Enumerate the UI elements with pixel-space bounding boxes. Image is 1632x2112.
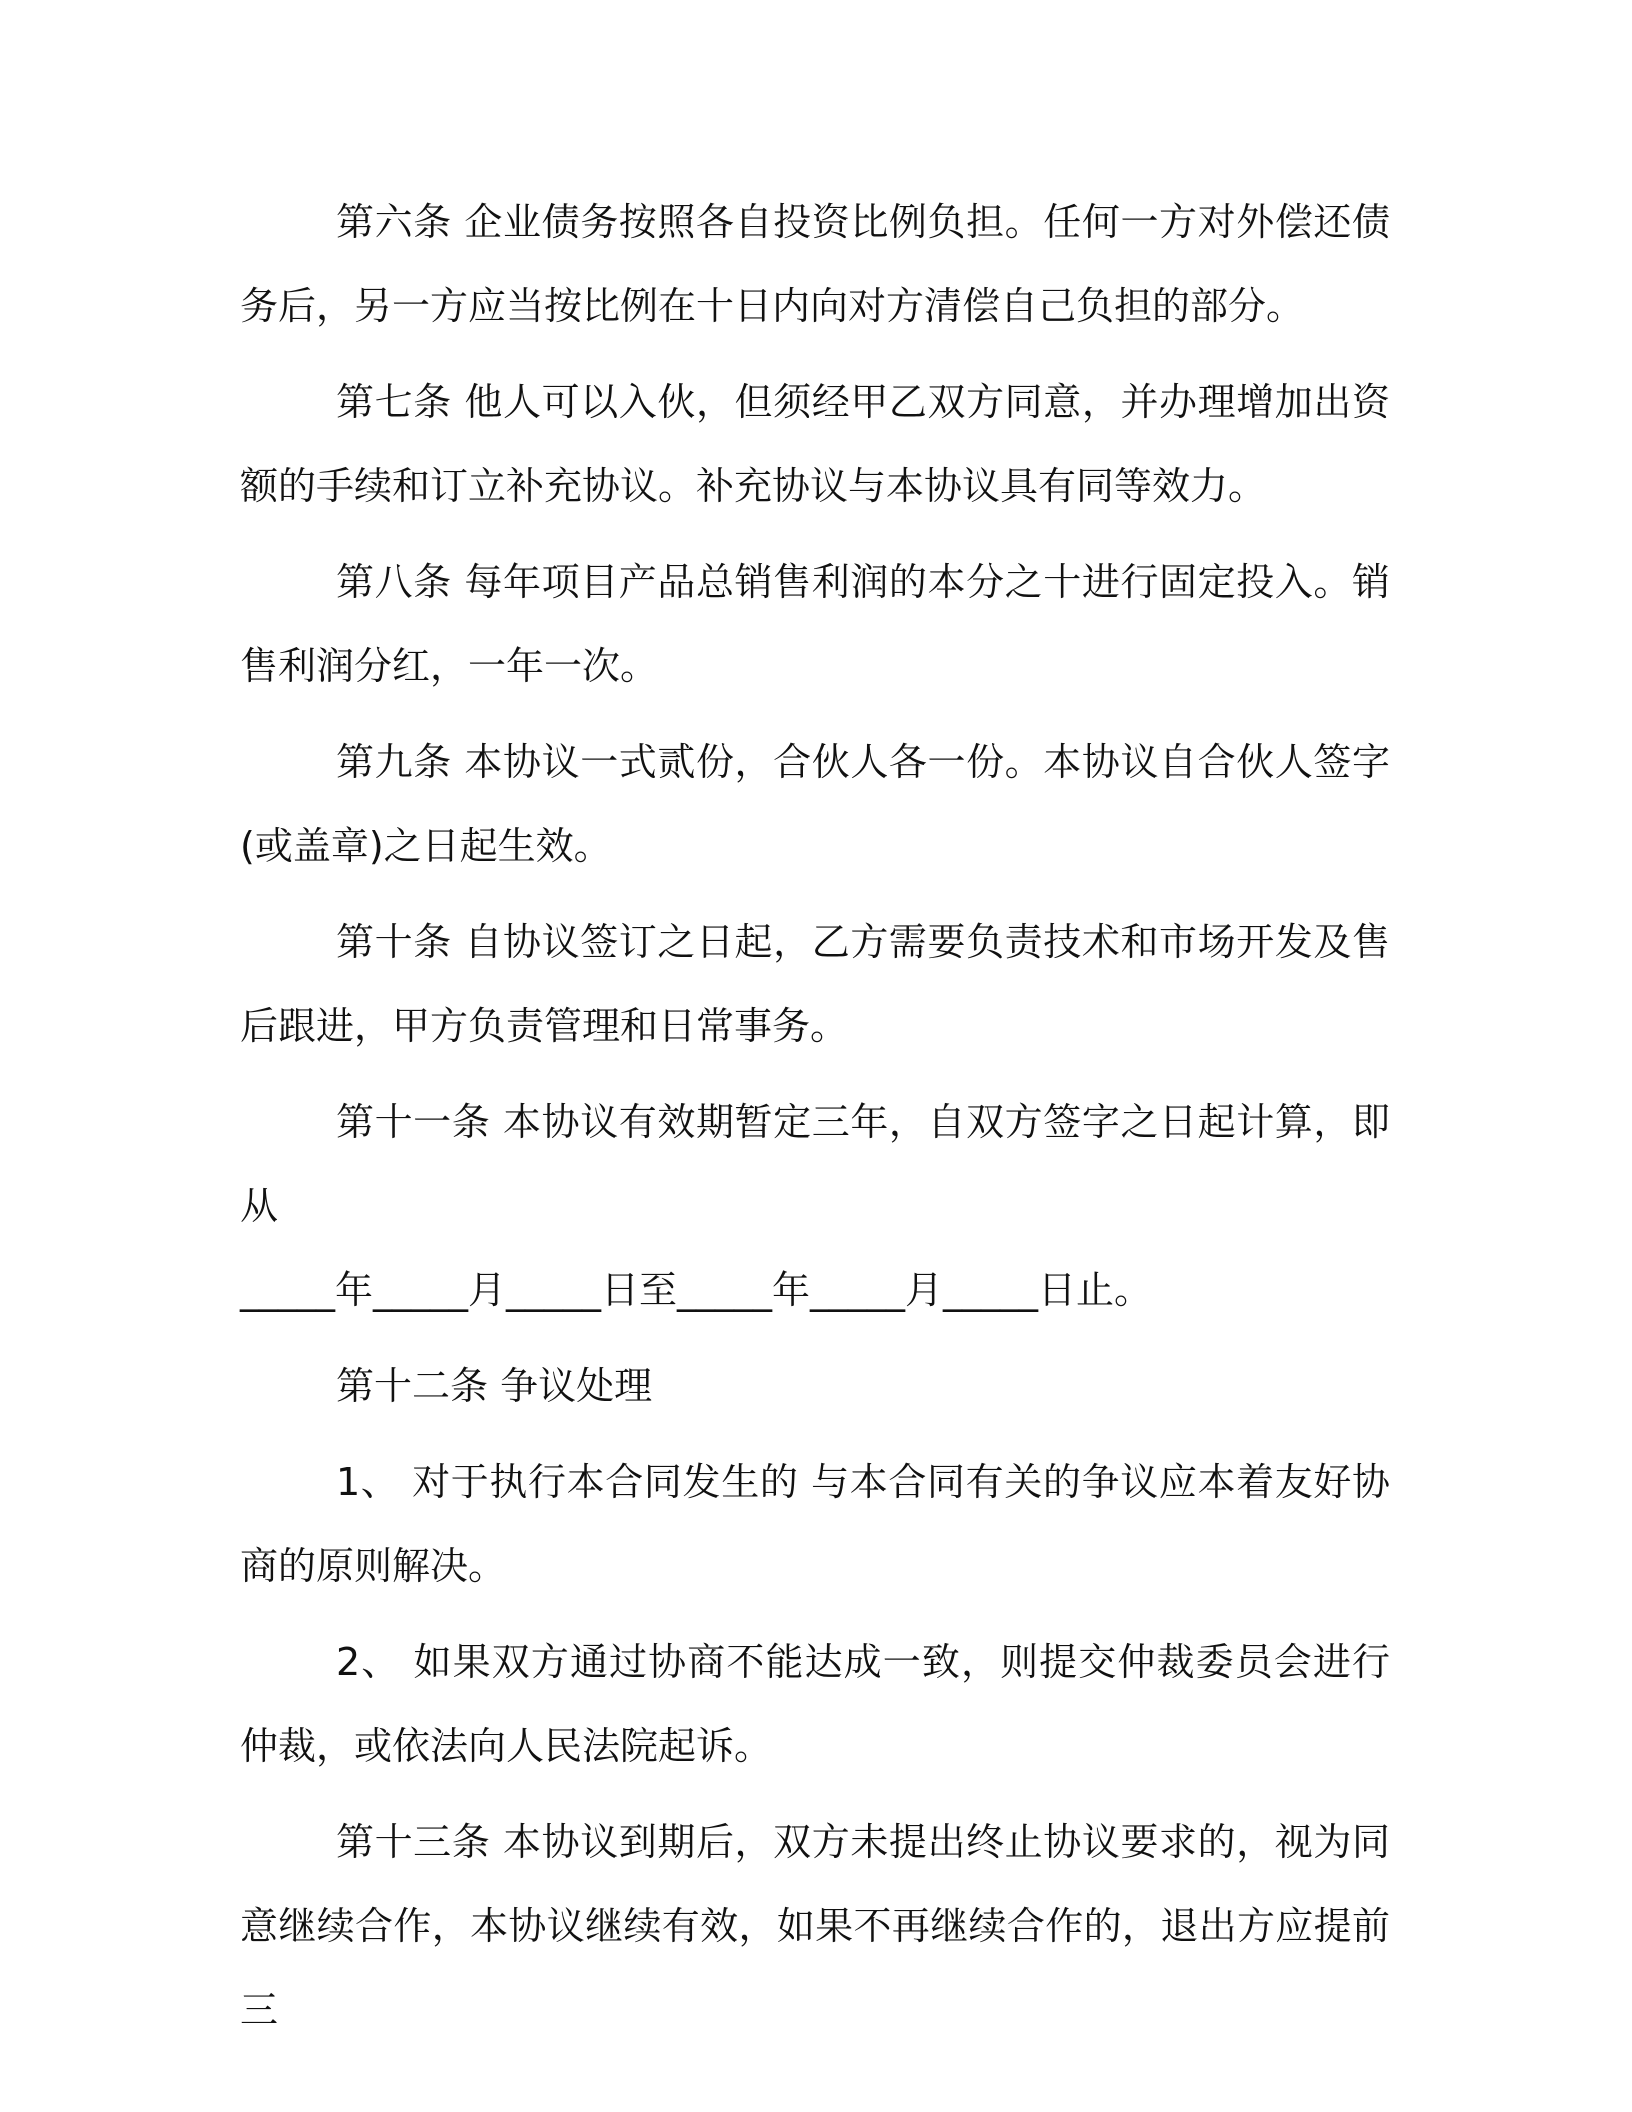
article-10: 第十条 自协议签订之日起，乙方需要负责技术和市场开发及售后跟进，甲方负责管理和日常事务。 [240,920,1390,1048]
article-9: 第九条 本协议一式贰份，合伙人各一份。本协议自合伙人签字(或盖章)之日起生效。 [240,740,1390,868]
article-11: 第十一条 本协议有效期暂定三年，自双方签字之日起计算，即从 [240,1100,1390,1228]
article-7: 第七条 他人可以入伙，但须经甲乙双方同意，并办理增加出资额的手续和订立补充协议。补充协议与本协议具有同等效力。 [240,380,1390,508]
article-11-date-blanks: _____年_____月_____日至_____年_____月_____日止。 [240,1268,1153,1312]
article-12-item-1: 1、 对于执行本合同发生的 与本合同有关的争议应本着友好协商的原则解决。 [240,1460,1390,1588]
article-13: 第十三条 本协议到期后，双方未提出终止协议要求的，视为同意继续合作，本协议继续有效，如果不再继续合作的，退出方应提前三 [240,1820,1390,2032]
document-body [240,180,1390,2064]
article-12-item-2: 2、 如果双方通过协商不能达成一致，则提交仲裁委员会进行仲裁，或依法向人民法院起诉。 [240,1640,1390,1768]
article-12-heading: 第十二条 争议处理 [336,1364,653,1408]
article-6: 第六条 企业债务按照各自投资比例负担。任何一方对外偿还债务后，另一方应当按比例在十日内向对方清偿自己负担的部分。 [240,200,1390,328]
article-8: 第八条 每年项目产品总销售利润的本分之十进行固定投入。销售利润分红，一年一次。 [240,560,1390,688]
